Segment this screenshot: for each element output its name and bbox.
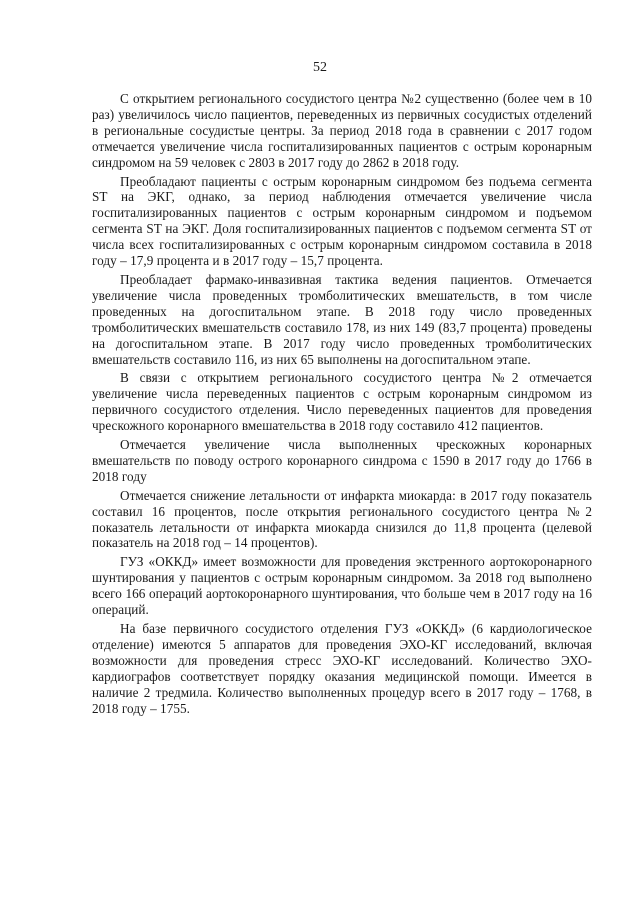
paragraph: На базе первичного сосудистого отделения ГУЗ «ОККД» (6 кардиологическое отделение) имеются 5 аппаратов для проведения ЭХО-КГ исследований, включая возможности для проведения стресс ЭХО-КГ исследований. Количество ЭХО-кардиографов соответствует порядку оказания медицинской помощи. Имеется в наличие 2 тредмила. Количество выполненных процедур всего в 2017 году – 1768, в 2018 году – 1755. (92, 621, 592, 716)
paragraph: В связи с открытием регионального сосудистого центра №2 отмечается увеличение числа переведенных пациентов с острым коронарным синдромом из первичного сосудистого отделения. Число переведенных пациентов для проведения чрескожного коронарного вмешательства в 2018 году составило 412 пациентов. (92, 370, 592, 434)
paragraph: Преобладает фармако-инвазивная тактика ведения пациентов. Отмечается увеличение числа проведенных тромболитических вмешательств, в том числе проведенных на догоспитальном этапе. В 2018 году число проведенных тромболитических вмешательств составило 178, из них 149 (83,7 процента) проведены на догоспитальном этапе. В 2017 году число проведенных тромболитических вмешательств составило 116, из них 65 выполнены на догоспитальном этапе. (92, 271, 592, 367)
page-number: 52 (313, 60, 327, 75)
paragraph: ГУЗ «ОККД» имеет возможности для проведения экстренного аортокоронарного шунтирования у пациентов с острым коронарным синдромом. За 2018 год выполнено всего 166 операций аортокоронарного шунтирования, что больше чем в 2017 году на 16 операций. (92, 554, 592, 618)
paragraph: Преобладают пациенты с острым коронарным синдромом без подъема сегмента ST на ЭКГ, однако, за период наблюдения отмечается увеличение числа госпитализированных пациентов с острым коронарным синдромом и подъемом сегмента ST на ЭКГ. Доля госпитализированных пациентов с подъемом сегмента ST от числа всех госпитализированных с острым коронарным синдромом составила в 2018 году – 17,9 процента и в 2017 году – 15,7 процента. (92, 173, 592, 269)
paragraph: Отмечается снижение летальности от инфаркта миокарда: в 2017 году показатель составил 16 процентов, после открытия регионального сосудистого центра №2 показатель летальности от инфаркта миокарда снизился до 11,8 процента (целевой показатель на 2018 год – 14 процентов). (92, 487, 592, 551)
body-text (92, 91, 592, 719)
paragraph: Отмечается увеличение числа выполненных чрескожных коронарных вмешательств по поводу острого коронарного синдрома с 1590 в 2017 году до 1766 в 2018 году (92, 437, 592, 484)
paragraph: С открытием регионального сосудистого центра №2 существенно (более чем в 10 раз) увеличилось число пациентов, переведенных из первичных сосудистых отделений в региональные сосудистые центры. За период 2018 года в сравнении с 2017 годом отмечается увеличение числа госпитализированных пациентов с острым коронарным синдромом на 59 человек с 2803 в 2017 году до 2862 в 2018 году. (92, 91, 592, 170)
